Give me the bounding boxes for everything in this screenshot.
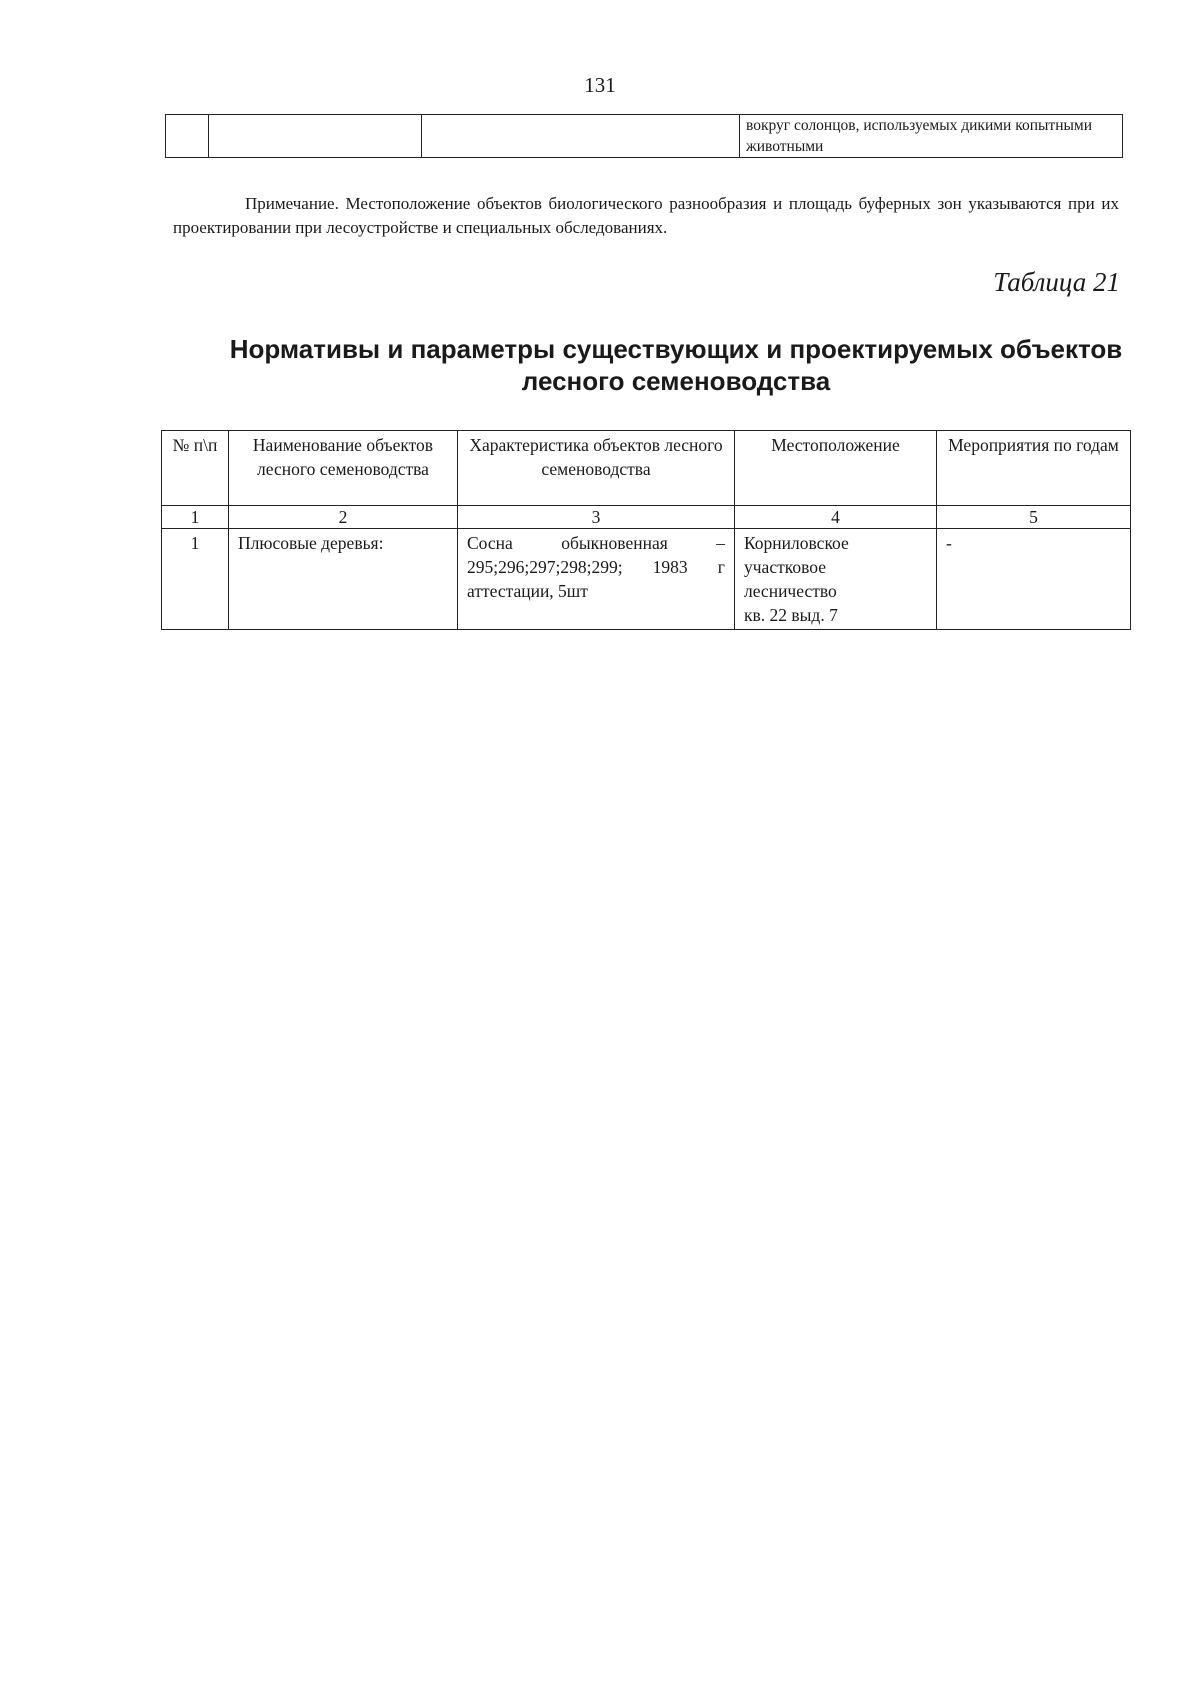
title-line: лесного семеноводства xyxy=(521,366,831,396)
location-line: кв. 22 выд. 7 xyxy=(744,605,838,625)
table-cell xyxy=(422,115,740,158)
column-header: Характеристика объектов лесного семеноводства xyxy=(458,431,735,506)
column-number-row xyxy=(162,506,1131,529)
seed-objects-table xyxy=(161,430,1131,630)
table-cell: вокруг солонцов, используемых дикими копытными животными xyxy=(740,115,1123,158)
table-row xyxy=(166,115,1123,158)
table-cell xyxy=(166,115,209,158)
column-number: 3 xyxy=(458,506,735,529)
table-cell xyxy=(209,115,422,158)
title-line: Нормативы и параметры существующих и проектируемых объектов xyxy=(229,334,1123,364)
column-number: 5 xyxy=(937,506,1131,529)
column-header: Мероприятия по годам xyxy=(937,431,1131,506)
column-number: 4 xyxy=(735,506,937,529)
row-number: 1 xyxy=(162,529,229,630)
table-title xyxy=(0,333,1200,397)
object-characteristics: Сосна обыкновенная – 295;296;297;298;299; 1983 г аттестации, 5шт xyxy=(458,529,735,630)
object-name: Плюсовые деревья: xyxy=(229,529,458,630)
column-number: 2 xyxy=(229,506,458,529)
column-number: 1 xyxy=(162,506,229,529)
location-line: участковое xyxy=(744,557,826,577)
column-header: Наименование объектов лесного семеноводства xyxy=(229,431,458,506)
column-header: № п\п xyxy=(162,431,229,506)
location-line: лесничество xyxy=(744,581,837,601)
object-measures: - xyxy=(937,529,1131,630)
column-header: Местоположение xyxy=(735,431,937,506)
table-label: Таблица 21 xyxy=(993,267,1120,297)
location-line: Корниловское xyxy=(744,533,849,553)
note-paragraph: Примечание. Местоположение объектов биологического разнообразия и площадь буферных зон указываются при их проектировании при лесоустройстве и специальных обследованиях. xyxy=(173,194,1119,237)
object-location xyxy=(735,529,937,630)
table-header-row xyxy=(162,431,1131,506)
page-number: 131 xyxy=(584,73,616,97)
continued-table-fragment xyxy=(165,114,1123,158)
table-row xyxy=(162,529,1131,630)
